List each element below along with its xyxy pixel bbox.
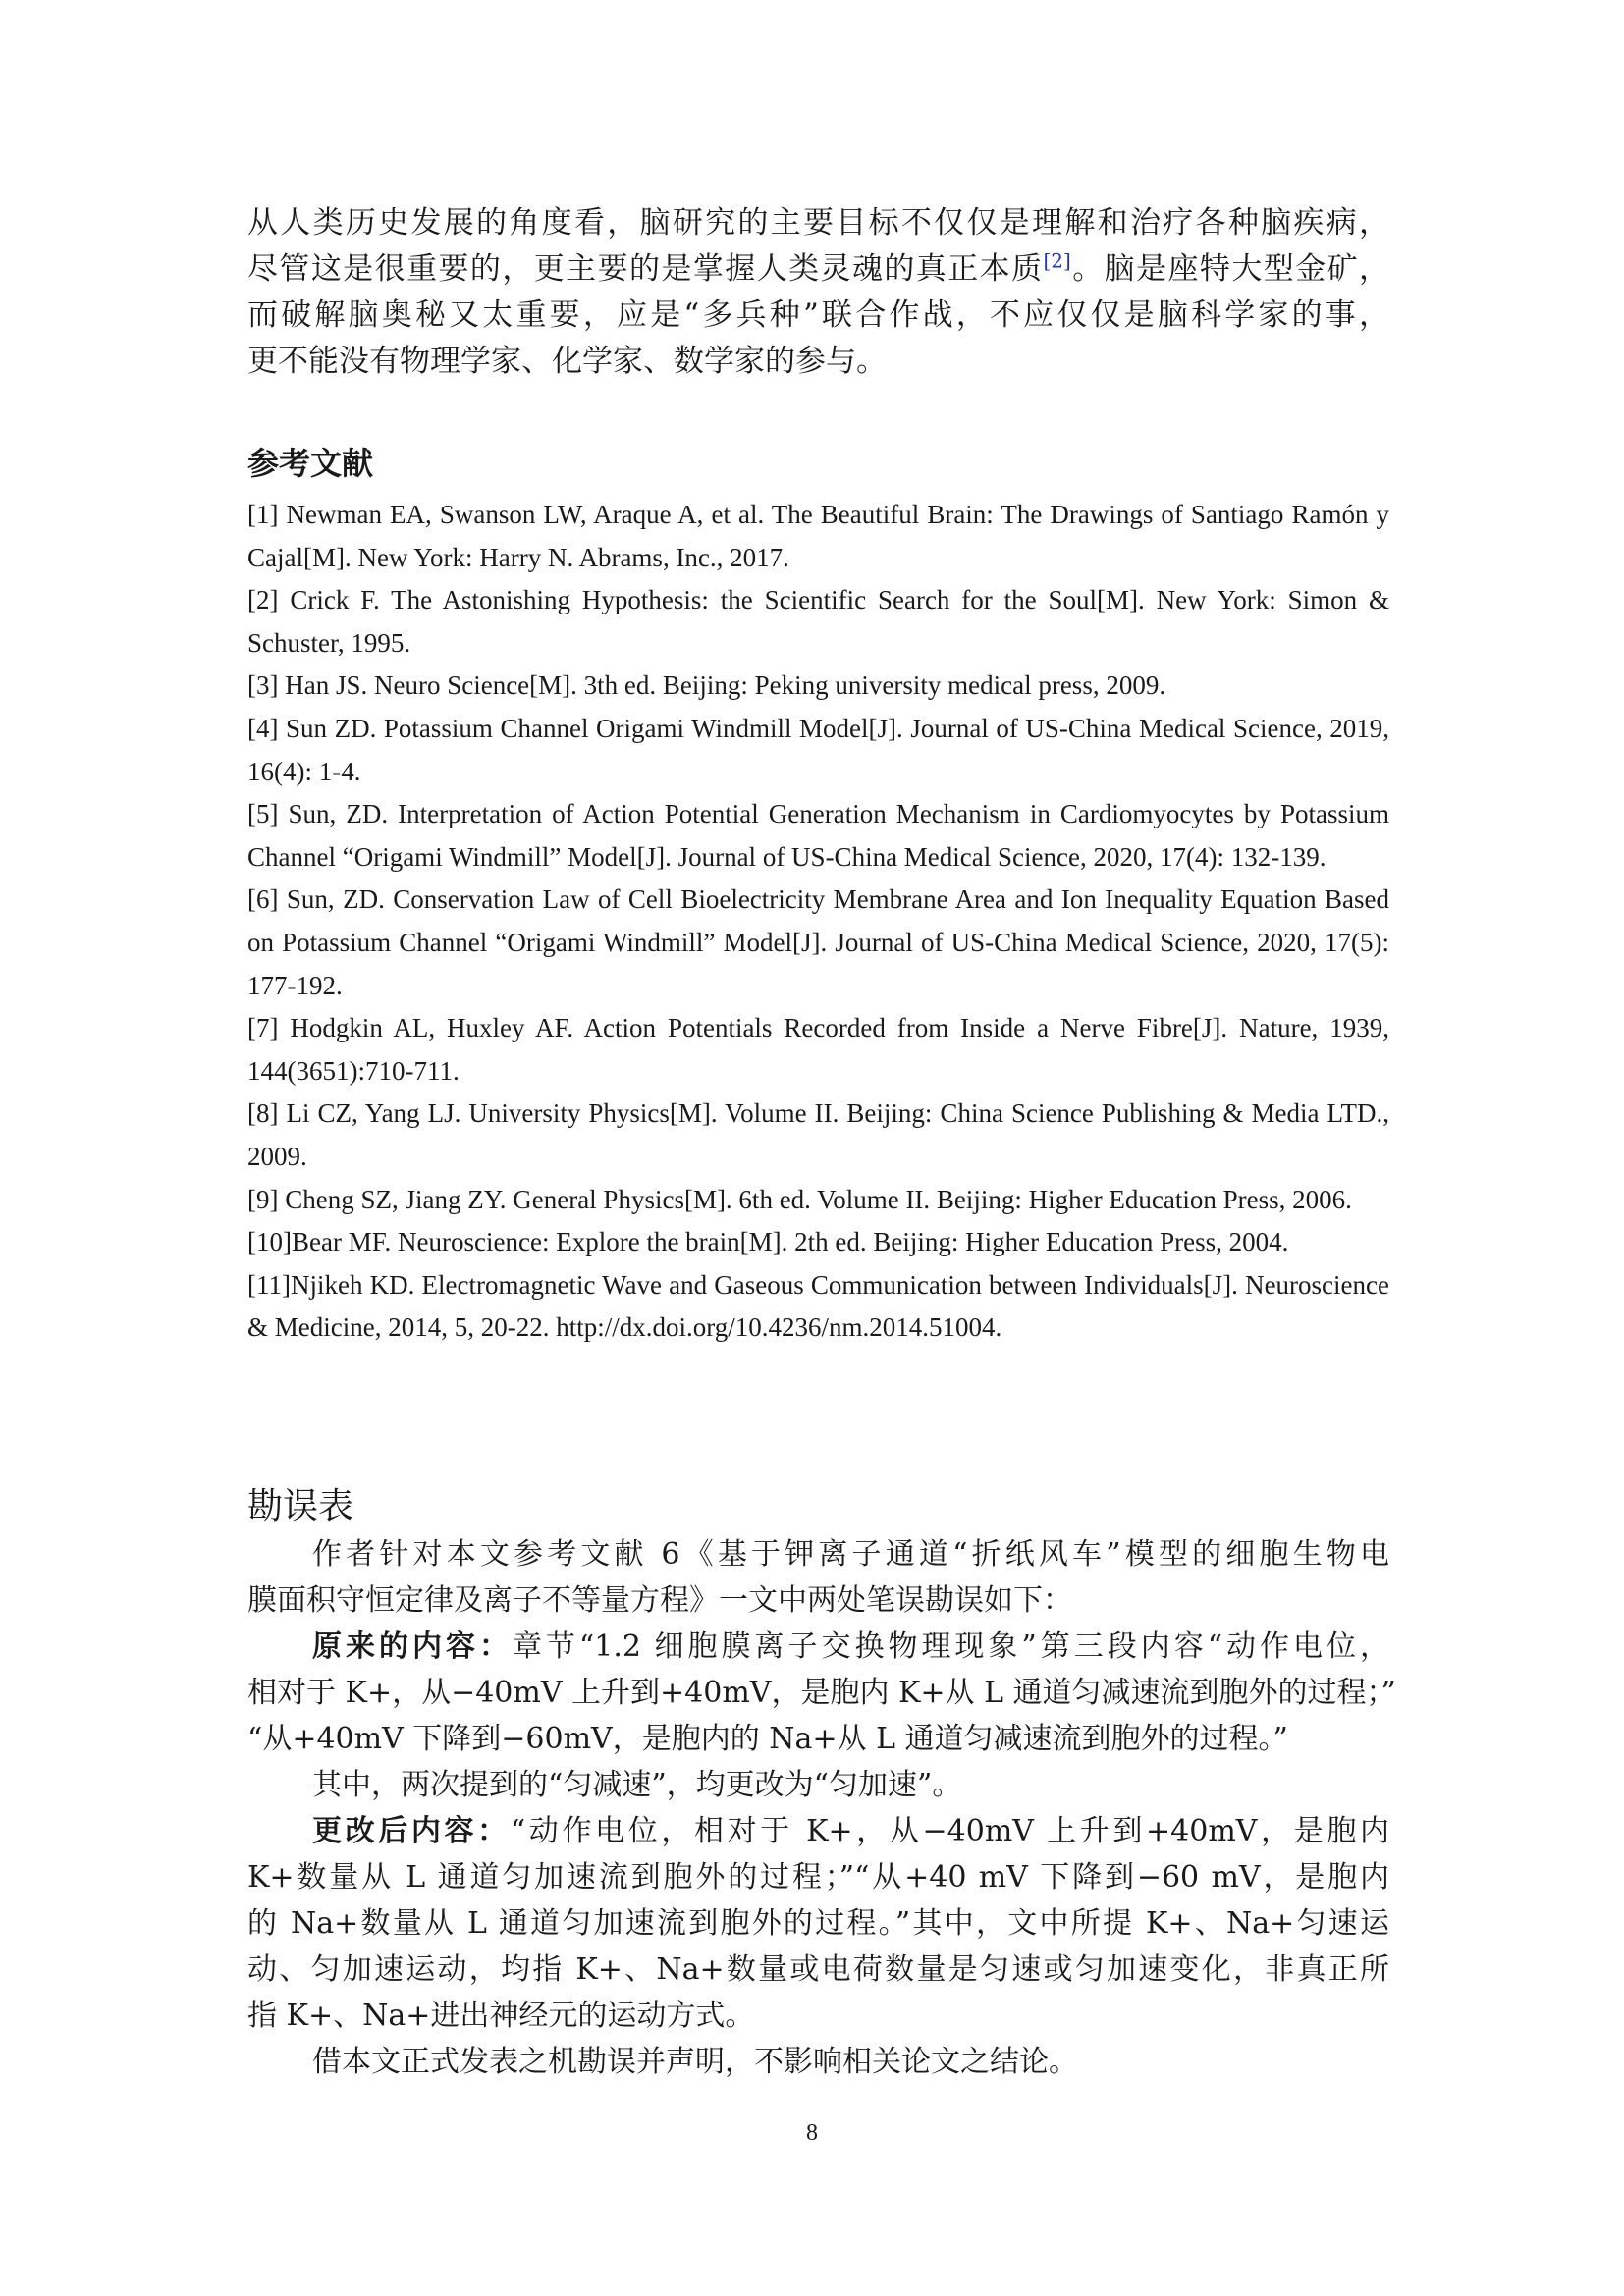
errata-line: 其中，两次提到的“匀减速”，均更改为“匀加速”。 (312, 1768, 962, 1802)
errata-line: 的 Na+数量从 L 通道匀加速流到胞外的过程。”其中，文中所提 K+、Na+匀速运 (247, 1906, 1389, 1941)
intro-line (247, 246, 1389, 293)
errata-line: 借本文正式发表之机勘误并声明，不影响相关论文之结论。 (312, 2045, 1078, 2079)
intro-line: 从人类历史发展的角度看，脑研究的主要目标不仅仅是理解和治疗各种脑疾病， (247, 205, 1389, 240)
intro-line: 而破解脑奥秘又太重要，应是“多兵种”联合作战，不应仅仅是脑科学家的事， (247, 297, 1389, 333)
reference-item: [2] Crick F. The Astonishing Hypothesis: the Scientific Search for the Soul[M]. New York: Simon & Schuster, 1995. (247, 585, 1389, 658)
errata-line: K+数量从 L 通道匀加速流到胞外的过程；”“从+40 mV 下降到−60 mV，是胞内 (247, 1860, 1389, 1895)
errata-heading: 勘误表 (247, 1486, 354, 1526)
intro-paragraph (247, 200, 1389, 385)
errata-line: 指 K+、Na+进出神经元的运动方式。 (247, 1999, 755, 2033)
page-number: 8 (806, 2120, 818, 2146)
original-content-label: 原来的内容： (312, 1629, 513, 1664)
reference-item: [11]Njikeh KD. Electromagnetic Wave and Gaseous Communication between Individuals[J]. Neuroscience & Medicine, 2014, 5, 20-22. http://dx.doi.org/10.4236/nm.2014.51004. (247, 1269, 1389, 1343)
reference-item: [5] Sun, ZD. Interpretation of Action Potential Generation Mechanism in Cardiomyocytes by Potassium Channel “Origami Windmill” Model[J]. Journal of US-China Medical Science, 2020, 17(4): 132-139. (247, 799, 1389, 872)
errata-line-text: “动作电位，相对于 K+，从−40mV 上升到+40mV，是胞内 (510, 1814, 1389, 1848)
references-heading: 参考文献 (247, 445, 374, 482)
intro-line-text: 尽管这是很重要的，更主要的是掌握人类灵魂的真正本质 (247, 251, 1044, 287)
reference-item: [1] Newman EA, Swanson LW, Araque A, et al. The Beautiful Brain: The Drawings of Santiago Ramón y Cajal[M]. New York: Harry N. Abrams, Inc., 2017. (247, 500, 1389, 572)
citation-link[interactable]: [2] (1043, 248, 1071, 273)
reference-item: [4] Sun ZD. Potassium Channel Origami Windmill Model[J]. Journal of US-China Medical Science, 2019, 16(4): 1-4. (247, 713, 1389, 786)
errata-line-text: 章节“1.2 细胞膜离子交换物理现象”第三段内容“动作电位， (512, 1629, 1389, 1664)
errata-line: “从+40mV 下降到−60mV，是胞内的 Na+从 L 通道匀减速流到胞外的过程。” (247, 1722, 1288, 1756)
errata-line: 作者针对本文参考文献 6《基于钾离子通道“折纸风车”模型的细胞生物电 (312, 1537, 1389, 1572)
intro-line: 更不能没有物理学家、化学家、数学家的参与。 (247, 344, 887, 379)
reference-item: [7] Hodgkin AL, Huxley AF. Action Potentials Recorded from Inside a Nerve Fibre[J]. Nature, 1939, 144(3651):710-711. (247, 1013, 1389, 1086)
reference-item: [8] Li CZ, Yang LJ. University Physics[M]. Volume II. Beijing: China Science Publishing & Media LTD., 2009. (247, 1098, 1389, 1171)
errata-line (247, 1624, 1389, 1670)
reference-item: [9] Cheng SZ, Jiang ZY. General Physics[M]. 6th ed. Volume II. Beijing: Higher Education Press, 2006. (247, 1184, 1352, 1214)
errata-line: 相对于 K+，从−40mV 上升到+40mV，是胞内 K+从 L 通道匀减速流到胞外的过程；” (247, 1676, 1396, 1710)
reference-item: [6] Sun, ZD. Conservation Law of Cell Bioelectricity Membrane Area and Ion Inequality Equation Based on Potassium Channel “Origami Windmill” Model[J]. Journal of US-China Medical Science, 2020, 17(5): 177-192. (247, 884, 1389, 1000)
errata-line: 膜面积守恒定律及离子不等量方程》一文中两处笔误勘误如下： (247, 1583, 1072, 1618)
reference-item: [3] Han JS. Neuro Science[M]. 3th ed. Beijing: Peking university medical press, 2009. (247, 670, 1166, 701)
errata-line: 动、匀加速运动，均指 K+、Na+数量或电荷数量是匀速或匀加速变化，非真正所 (247, 1952, 1389, 1987)
reference-list (247, 494, 1389, 1350)
errata-line (247, 1808, 1389, 1854)
reference-item: [10]Bear MF. Neuroscience: Explore the brain[M]. 2th ed. Beijing: Higher Education Press, 2004. (247, 1227, 1289, 1257)
revised-content-label: 更改后内容： (312, 1814, 511, 1848)
errata-body (247, 1531, 1396, 2085)
intro-line-text: 。脑是座特大型金矿， (1070, 251, 1389, 287)
